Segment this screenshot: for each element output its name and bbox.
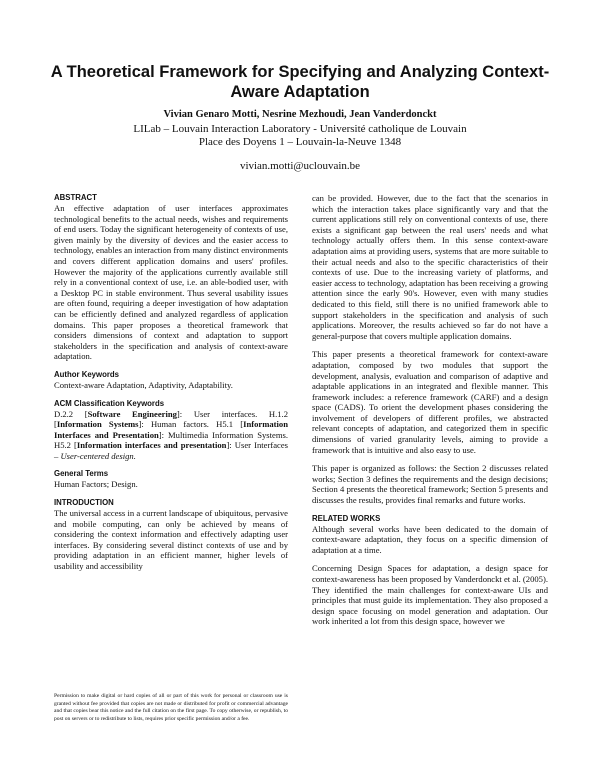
terms-heading: General Terms [54,469,109,479]
author-list: Vivian Genaro Motti, Nesrine Mezhoudi, Jean Vanderdonckt [163,109,437,120]
acm-category-4: Information interfaces and presentation [76,440,227,451]
acm-text-1: D.2.2 [ [54,408,88,419]
acm-text-4: ]: Multimedia Information Systems. H5.2 [ [54,429,289,451]
acm-text-3: ]: Human factors. H5.1 [ [138,419,244,430]
permission-notice: Permission to make digital or hard copies of all or part of this work for personal or classroom use is granted without fee provided that copies are not made or distributed for profit or commercial advantage and that copies bear this notice and the full citation on the first page. To copy otherwise, or republish, to post on servers or to redistribute to lists, requires prior specific permission and/or a fee. [54,693,288,723]
affiliation-line-2: Place des Doyens 1 – Louvain-la-Neuve 1348 [198,136,402,148]
acm-text-5: ]: User Interfaces – [54,440,288,461]
keywords-heading: Author Keywords [54,369,119,379]
abstract-heading: ABSTRACT [54,193,97,202]
intro-heading: INTRODUCTION [54,498,114,508]
acm-category-1: Software Engineering [87,408,177,419]
acm-heading: ACM Classification Keywords [54,398,165,408]
related-works-heading: RELATED WORKS [312,513,381,523]
intro-continued-paragraph: can be provided. However, due to the fact that the scenarios in which the interaction takes place significantly vary and that the current applications still rely on conventional contexts of use, there exists a significant gap between the real users' needs and what technology actually offers them. In this sense context-aware adaptation aims at providing users, systems that are more suitable to their actual needs and also to the specific characteristics of their contexts of use. Due to the increasing variety of platforms, and easier access to technology, adaptation has been receiving a growing attention since the early 90's. However, even with many studies dedicated to this field, still there is no unified framework able to support stakeholders in the specification and analysis of such applications. Moreover, the results achieved so far do not have a general-purpose that covers multiple application domains. [312,193,548,341]
abstract-text: An effective adaptation of user interfaces approximates technological benefits to the actual needs, wishes and requirements of end users. Today the significant heterogeneity of contexts of use, given mainly by the diversity of devices and the easier access to technology, enables an interaction from many distinct environments and covers different application domains and users' profiles. However the majority of the applications currently available still rely in a conventional context of use, i.e. an able-bodied user, with a Desktop PC in stable environment. Thus several usability issues are often found, requiring a deeper investigation of how adaptation can be efficiently defined and analyzed regardless of application domains. This paper proposes a theoretical framework that considers dimensions of context and adaptation to support stakeholders in the specification and analysis of context-aware adaptation. [54,203,288,362]
affiliation [40,123,560,149]
acm-category-3: Information Interfaces and Presentation [54,419,288,440]
terms-text: Human Factors; Design. [54,479,138,490]
related-works-paragraph-1: Although several works have been dedicated to the domain of context-aware adaptation, they focus on a specific dimension of adaptation at a time. [312,523,548,555]
framework-paragraph: This paper presents a theoretical framework for context-aware adaptation, composed by two modules that support the development, analysis, evaluation and comparison of adaptive and adaptable applications in an integrated and flexible manner. This framework includes: a reference framework (CARF) and a design space (CADS). To orient the development phases considering the involvement of developers of different profiles, we abstracted relevant concepts of adaptation, and categorized them in specific dimensions of varied granularity levels, aiming to provide a framework that is intuitive and also easy to use. [312,349,548,455]
keywords-text: Context-aware Adaptation, Adaptivity, Adaptability. [54,379,233,390]
author-email: vivian.motti@uclouvain.be [239,160,361,172]
affiliation-line-1: LILab – Louvain Interaction Laboratory - Université catholique de Louvain [133,123,467,135]
organization-paragraph: This paper is organized as follows: the Section 2 discusses related works; Section 3 defines the requirements and the design decisions; Section 4 presents the theoretical framework; Section 5 presents and discusses the results, provides final remarks and future works. [312,463,548,506]
left-column [54,193,288,572]
related-works-paragraph-2: Concerning Design Spaces for adaptation, a design space for context-awareness has been proposed by Vanderdonckt et al. (2005). They identified the main challenges for context-aware UIs and principles that must guide its implementation. They also proposed a design space focusing on model generation and adaptation. Our work inherited a lot from this design space, however we [312,563,548,627]
right-column [312,193,548,627]
intro-text: The universal access in a current landscape of ubiquitous, pervasive and mobile computing, can only be achieved by means of considering the context information and effectively adapting user interfaces. By considering several distinct contexts of use and by providing adaptation in an efficient manner, higher levels of usability and accessibility [54,508,288,572]
paper-title: A Theoretical Framework for Specifying and Analyzing Context-Aware Adaptation [50,63,550,101]
acm-italic: User-centered design. [60,450,136,461]
acm-category-2: Information Systems [56,419,139,430]
acm-text-2: ]: User interfaces. H.1.2 [ [54,408,288,430]
acm-classification [54,409,288,462]
